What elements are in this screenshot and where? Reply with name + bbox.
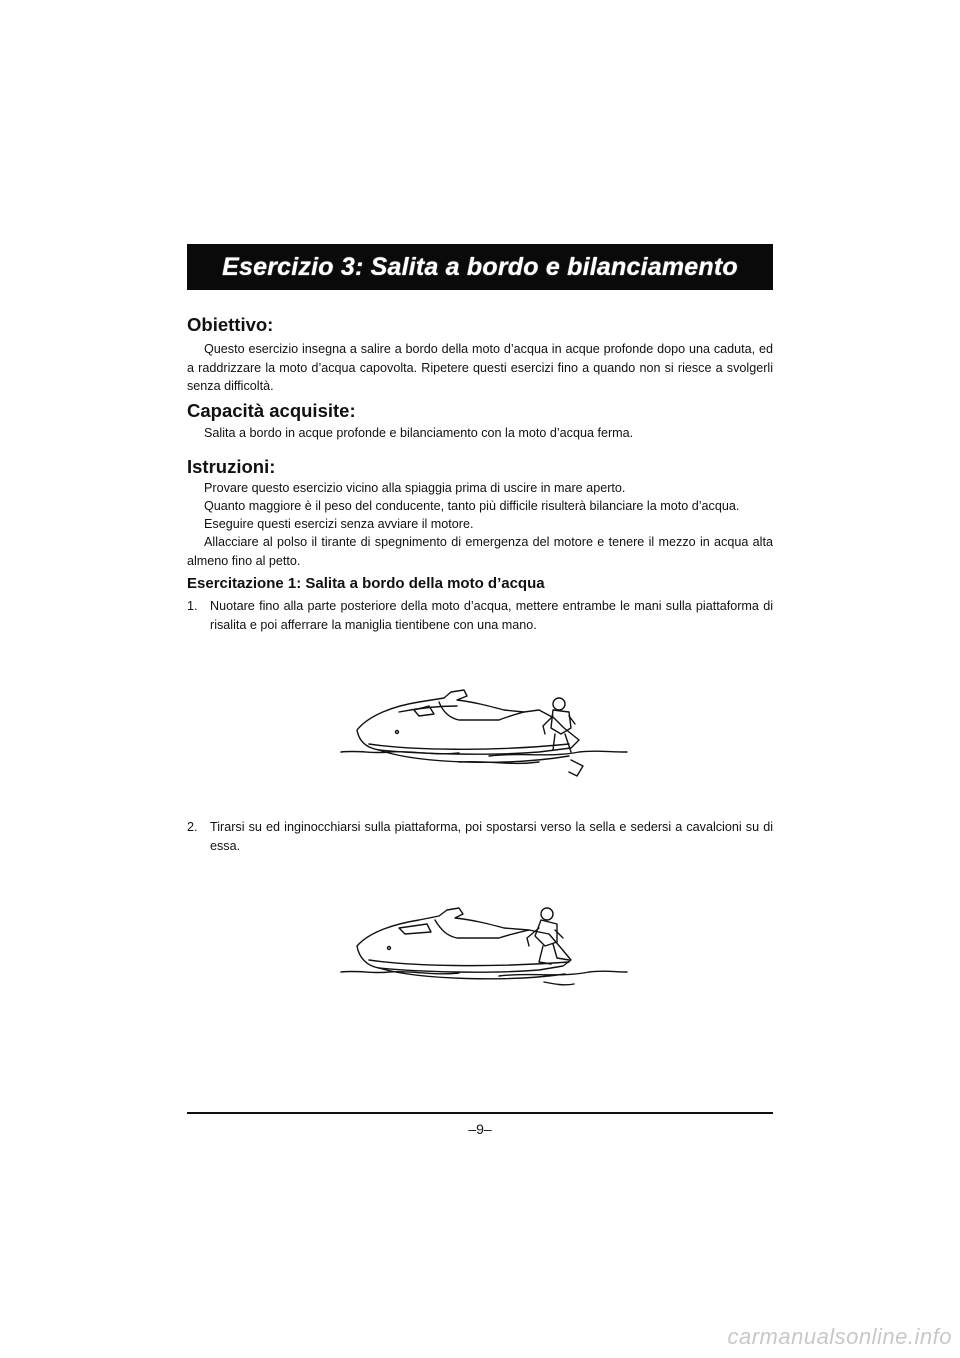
exercise1-heading: Esercitazione 1: Salita a bordo della moto d’acqua <box>187 575 545 592</box>
step-number: 1. <box>187 599 198 613</box>
objective-heading: Obiettivo: <box>187 314 274 335</box>
step-text: Tirarsi su ed inginocchiarsi sulla piattaforma, poi spostarsi verso la sella e sedersi a cavalcioni su di essa. <box>210 820 773 853</box>
objective-paragraph: Questo esercizio insegna a salire a bordo della moto d’acqua in acque profonde dopo una caduta, ed a raddrizzare la moto d’acqua capovolta. Ripetere questi esercizi fino a quando non si riesce a svolgerli senza difficoltà. <box>187 342 773 393</box>
skills-heading: Capacità acquisite: <box>187 400 356 421</box>
instructions-heading: Istruzioni: <box>187 456 276 477</box>
instructions-paragraph-2: Quanto maggiore è il peso del conducente, tanto più difficile risulterà bilanciare la moto d’acqua. <box>204 499 740 513</box>
exercise1-step-1 <box>187 597 773 634</box>
watercraft-kneeling-illustration <box>339 900 629 1000</box>
skills-paragraph: Salita a bordo in acque profonde e bilanciamento con la moto d’acqua ferma. <box>204 426 634 440</box>
instructions-paragraph-4: Allacciare al polso il tirante di spegnimento di emergenza del motore e tenere il mezzo in acqua alta almeno fino al petto. <box>187 535 773 568</box>
step-number: 2. <box>187 820 198 834</box>
exercise1-step-2 <box>187 818 773 855</box>
watermark: carmanualsonline.info <box>727 1324 952 1349</box>
watercraft-swimmer-illustration <box>339 680 629 790</box>
footer-rule <box>187 1112 773 1114</box>
instructions-paragraph-3: Eseguire questi esercizi senza avviare il motore. <box>204 517 474 531</box>
page-number: –9– <box>468 1121 492 1137</box>
instructions-paragraph-1: Provare questo esercizio vicino alla spiaggia prima di uscire in mare aperto. <box>204 481 626 495</box>
title-banner <box>187 244 773 290</box>
step-text: Nuotare fino alla parte posteriore della moto d’acqua, mettere entrambe le mani sulla piattaforma di risalita e poi afferrare la maniglia tientibene con una mano. <box>210 599 773 632</box>
page-title: Esercizio 3: Salita a bordo e bilanciamento <box>222 252 738 281</box>
manual-page <box>187 0 773 1358</box>
